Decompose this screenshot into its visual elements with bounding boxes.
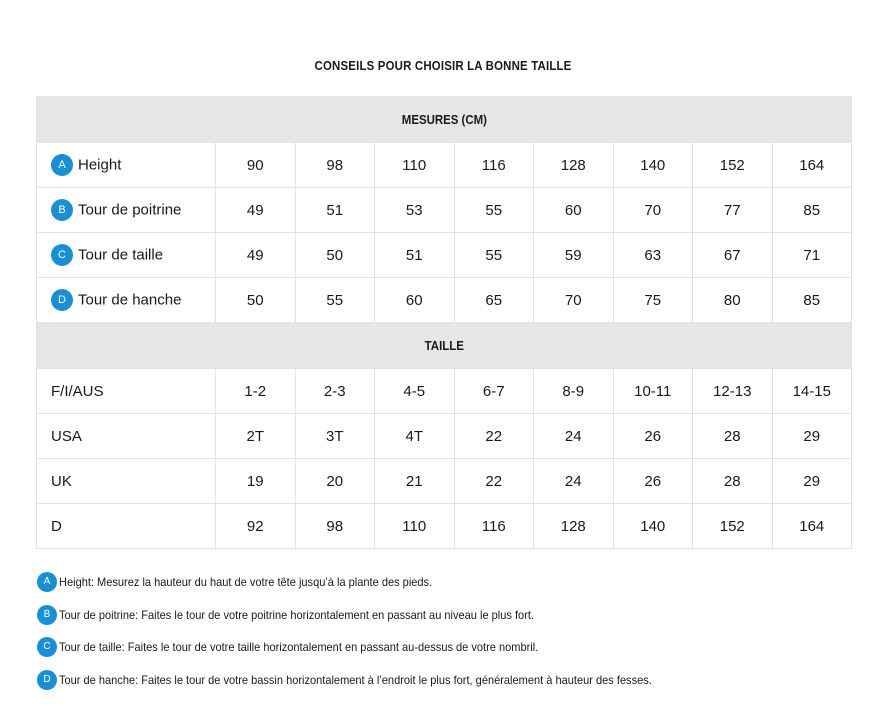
measure-row xyxy=(37,143,852,188)
table-cell: 152 xyxy=(693,143,773,188)
measure-row xyxy=(37,278,852,323)
note-item xyxy=(37,664,857,697)
table-cell: 152 xyxy=(693,504,773,549)
measures-header-row xyxy=(37,97,852,143)
size-label: UK xyxy=(37,459,216,504)
table-cell: 6-7 xyxy=(454,369,534,414)
note-text: Height: Mesurez la hauteur du haut de votre tête jusqu’à la plante des pieds. xyxy=(59,575,433,590)
measurement-notes xyxy=(37,566,857,696)
table-cell: 53 xyxy=(375,188,455,233)
note-item xyxy=(37,566,857,599)
badge-d-icon: D xyxy=(51,289,73,311)
table-cell: 60 xyxy=(534,188,614,233)
table-cell: 70 xyxy=(613,188,693,233)
table-cell: 60 xyxy=(375,278,455,323)
badge-b-icon: B xyxy=(51,199,73,221)
table-cell: 22 xyxy=(454,414,534,459)
table-cell: 75 xyxy=(613,278,693,323)
measure-label-cell xyxy=(37,188,216,233)
table-cell: 140 xyxy=(613,504,693,549)
size-header: TAILLE xyxy=(37,323,852,369)
measure-label: Tour de poitrine xyxy=(78,201,182,219)
table-cell: 90 xyxy=(216,143,296,188)
note-text: Tour de taille: Faites le tour de votre taille horizontalement en passant au-dessus de votre nombril. xyxy=(59,640,539,655)
measure-label: Tour de taille xyxy=(78,246,164,264)
measures-header: MESURES (CM) xyxy=(37,97,852,143)
table-cell: 67 xyxy=(693,233,773,278)
table-cell: 3T xyxy=(295,414,375,459)
badge-d-icon: D xyxy=(37,670,57,690)
table-cell: 24 xyxy=(534,414,614,459)
table-cell: 77 xyxy=(693,188,773,233)
table-cell: 92 xyxy=(216,504,296,549)
table-cell: 29 xyxy=(772,414,852,459)
badge-a-icon: A xyxy=(37,572,57,592)
measure-label: Tour de hanche xyxy=(78,291,182,309)
badge-c-icon: C xyxy=(37,637,57,657)
measure-row xyxy=(37,188,852,233)
size-row xyxy=(37,459,852,504)
measure-label-cell xyxy=(37,233,216,278)
table-cell: 164 xyxy=(772,504,852,549)
table-cell: 29 xyxy=(772,459,852,504)
table-cell: 50 xyxy=(216,278,296,323)
size-row xyxy=(37,414,852,459)
table-cell: 55 xyxy=(454,188,534,233)
table-cell: 22 xyxy=(454,459,534,504)
table-cell: 4-5 xyxy=(375,369,455,414)
table-cell: 110 xyxy=(375,143,455,188)
table-cell: 49 xyxy=(216,188,296,233)
table-cell: 71 xyxy=(772,233,852,278)
badge-a-icon: A xyxy=(51,154,73,176)
measure-label-cell xyxy=(37,143,216,188)
badge-c-icon: C xyxy=(51,244,73,266)
table-cell: 12-13 xyxy=(693,369,773,414)
page-title: CONSEILS POUR CHOISIR LA BONNE TAILLE xyxy=(314,58,572,73)
table-cell: 164 xyxy=(772,143,852,188)
table-cell: 14-15 xyxy=(772,369,852,414)
table-cell: 50 xyxy=(295,233,375,278)
table-cell: 116 xyxy=(454,504,534,549)
note-text: Tour de hanche: Faites le tour de votre bassin horizontalement à l’endroit le plus fort, généralement à hauteur des fesses. xyxy=(59,672,652,687)
table-cell: 49 xyxy=(216,233,296,278)
table-cell: 8-9 xyxy=(534,369,614,414)
table-cell: 140 xyxy=(613,143,693,188)
size-label: D xyxy=(37,504,216,549)
table-cell: 1-2 xyxy=(216,369,296,414)
measure-row xyxy=(37,233,852,278)
size-label: USA xyxy=(37,414,216,459)
table-cell: 10-11 xyxy=(613,369,693,414)
table-cell: 70 xyxy=(534,278,614,323)
note-text: Tour de poitrine: Faites le tour de votre poitrine horizontalement en passant au niveau le plus fort. xyxy=(59,607,535,622)
table-cell: 98 xyxy=(295,504,375,549)
note-item xyxy=(37,599,857,632)
size-chart-table xyxy=(36,96,852,549)
table-cell: 2T xyxy=(216,414,296,459)
table-cell: 20 xyxy=(295,459,375,504)
table-cell: 4T xyxy=(375,414,455,459)
table-cell: 21 xyxy=(375,459,455,504)
table-cell: 51 xyxy=(375,233,455,278)
note-item xyxy=(37,631,857,664)
table-cell: 80 xyxy=(693,278,773,323)
table-cell: 24 xyxy=(534,459,614,504)
size-row xyxy=(37,369,852,414)
size-label: F/I/AUS xyxy=(37,369,216,414)
table-cell: 59 xyxy=(534,233,614,278)
table-cell: 26 xyxy=(613,414,693,459)
table-cell: 51 xyxy=(295,188,375,233)
table-cell: 116 xyxy=(454,143,534,188)
table-cell: 2-3 xyxy=(295,369,375,414)
table-cell: 128 xyxy=(534,504,614,549)
table-cell: 98 xyxy=(295,143,375,188)
table-cell: 85 xyxy=(772,278,852,323)
size-row xyxy=(37,504,852,549)
table-cell: 28 xyxy=(693,459,773,504)
table-cell: 26 xyxy=(613,459,693,504)
table-cell: 55 xyxy=(454,233,534,278)
table-cell: 65 xyxy=(454,278,534,323)
table-cell: 85 xyxy=(772,188,852,233)
measure-label-cell xyxy=(37,278,216,323)
table-cell: 110 xyxy=(375,504,455,549)
table-cell: 63 xyxy=(613,233,693,278)
table-cell: 55 xyxy=(295,278,375,323)
table-cell: 128 xyxy=(534,143,614,188)
table-cell: 28 xyxy=(693,414,773,459)
measure-label: Height xyxy=(78,156,122,174)
badge-b-icon: B xyxy=(37,605,57,625)
size-header-row xyxy=(37,323,852,369)
table-cell: 19 xyxy=(216,459,296,504)
